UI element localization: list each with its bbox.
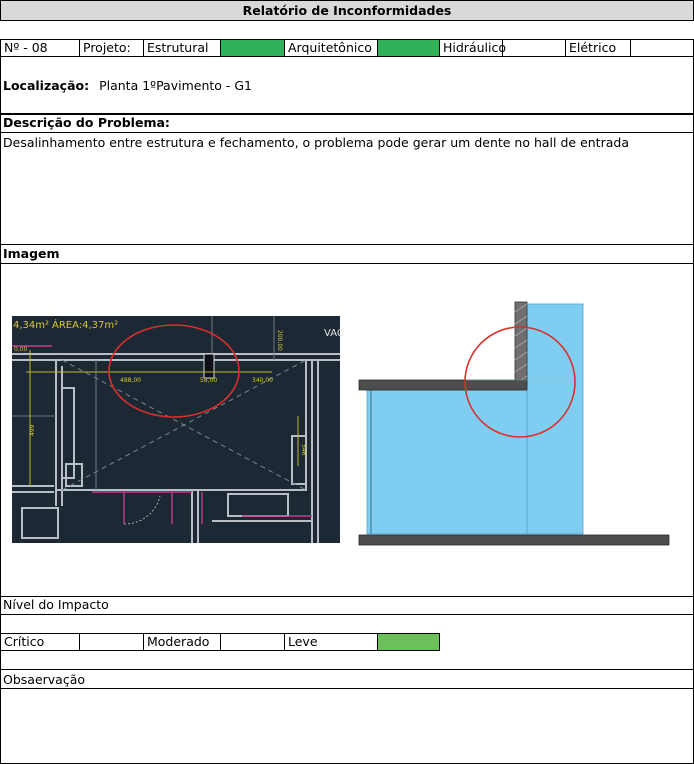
model-3d-image bbox=[357, 298, 671, 550]
location-label: Localização: bbox=[3, 78, 90, 93]
observation-label: Obsaervação bbox=[3, 672, 86, 687]
impact-light-label: Leve bbox=[284, 633, 378, 651]
cad-area-b: ÁREA:4,37m² bbox=[52, 320, 119, 331]
impact-moderate-label: Moderado bbox=[143, 633, 221, 651]
impact-critical-label: Crítico bbox=[0, 633, 80, 651]
impact-critical-mark[interactable] bbox=[79, 633, 144, 651]
cad-vac-label: VAC bbox=[324, 328, 344, 339]
impact-light-mark[interactable] bbox=[377, 633, 440, 651]
description-text[interactable]: Desalinhamento entre estrutura e fechamento, o problema pode gerar um dente no hall de entrada bbox=[3, 135, 629, 150]
discipline-electrical-label: Elétrico bbox=[565, 39, 631, 57]
report-number: Nº - 08 bbox=[0, 39, 80, 57]
cad-dim-7: 0,00 bbox=[14, 346, 28, 353]
project-label: Projeto: bbox=[79, 39, 144, 57]
cad-dim-3: 340,00 bbox=[252, 377, 273, 384]
cad-dim-1: 488,00 bbox=[120, 377, 141, 384]
discipline-hydraulic-mark[interactable] bbox=[502, 39, 566, 57]
location-value: Planta 1ºPavimento - G1 bbox=[99, 78, 253, 93]
discipline-electrical-mark[interactable] bbox=[630, 39, 694, 57]
description-label: Descrição do Problema: bbox=[3, 115, 170, 130]
cad-dim-4: 499 bbox=[29, 424, 36, 436]
cad-dim-6: 200,00 bbox=[276, 330, 283, 351]
cad-floor-plan-image bbox=[12, 316, 344, 543]
description-frame bbox=[0, 114, 694, 245]
discipline-architectural-mark[interactable] bbox=[377, 39, 440, 57]
cad-dim-5: 546 bbox=[300, 444, 307, 456]
discipline-structural-mark[interactable] bbox=[220, 39, 285, 57]
observation-frame[interactable] bbox=[0, 670, 694, 764]
location-row bbox=[3, 78, 252, 93]
impact-label: Nível do Impacto bbox=[3, 597, 109, 612]
discipline-structural-label: Estrutural bbox=[143, 39, 221, 57]
cad-dim-2: 58,00 bbox=[200, 377, 218, 384]
discipline-hydraulic-label: Hidráulico bbox=[439, 39, 503, 57]
discipline-architectural-label: Arquitetônico bbox=[284, 39, 378, 57]
cad-area-a: 4,34m² bbox=[13, 320, 50, 331]
report-title: Relatório de Inconformidades bbox=[0, 0, 694, 21]
image-label: Imagem bbox=[3, 246, 60, 261]
impact-moderate-mark[interactable] bbox=[220, 633, 285, 651]
